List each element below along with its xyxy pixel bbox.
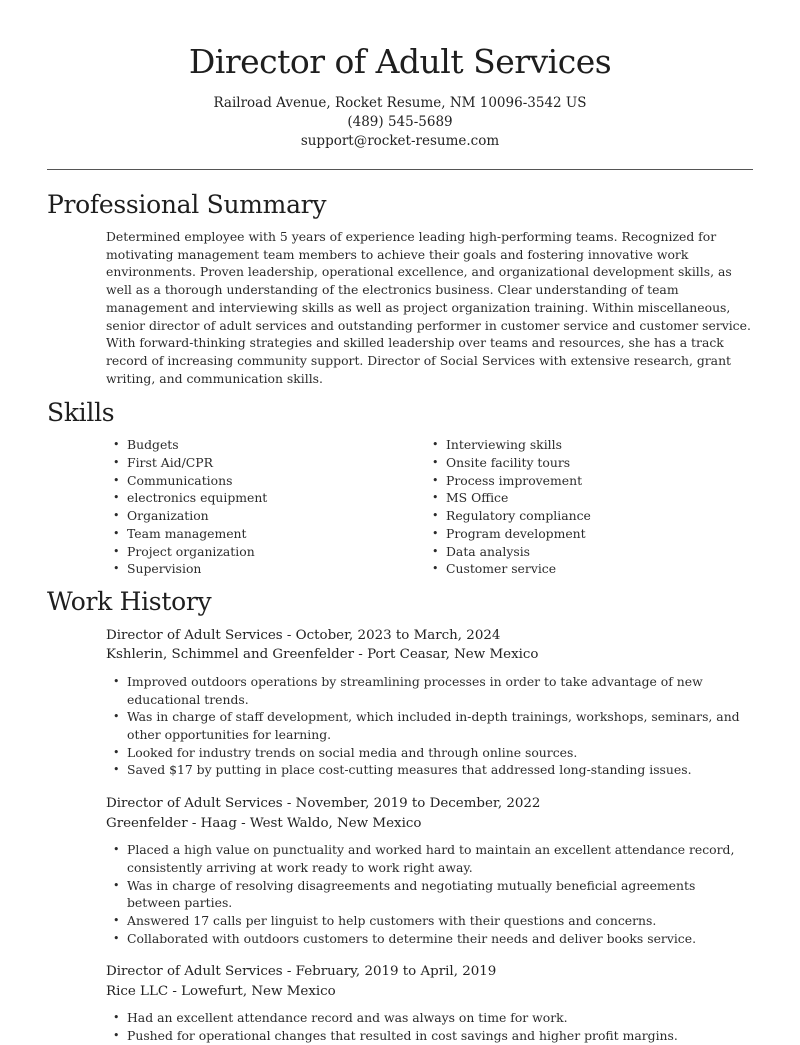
phone: (489) 545-5689 xyxy=(347,114,453,130)
job-bullet: • Placed a high value on punctuality and worked hard to maintain an excellent attendance record, consistently arriving at work ready to work right away. xyxy=(113,841,752,876)
address: Railroad Avenue, Rocket Resume, NM 10096-3542 US xyxy=(213,95,587,111)
skill-item: • Program development xyxy=(432,525,591,543)
job-company-location: Rice LLC - Lowefurt, New Mexico xyxy=(106,983,336,999)
header-divider xyxy=(47,169,753,170)
job-title-dates: Director of Adult Services - February, 2019 to April, 2019 xyxy=(106,964,497,980)
skill-item: • Customer service xyxy=(432,560,591,578)
skills-column-left xyxy=(113,436,432,578)
job-bullet: • Saved $17 by putting in place cost-cutting measures that addressed long-standing issues. xyxy=(113,761,752,779)
job-entry xyxy=(106,794,800,947)
summary-text: Determined employee with 5 years of experience leading high-performing teams. Recognized for motivating management team members to achieve their goals and fostering innovative work environments. Proven leadership, operational excellence, and organizational development skills, as well as a thorough understanding of the electronics business. Clear understanding of team management and interviewing skills as well as project organization training. Within miscellaneous, senior director of adult services and outstanding performer in customer service and customer service. With forward-thinking strategies and skilled leadership over teams and resources, she has a track record of increasing community support. Director of Social Services with extensive research, grant writing, and communication skills. xyxy=(106,229,751,386)
job-bullet: • Pushed for operational changes that resulted in cost savings and higher profit margins. xyxy=(113,1027,752,1045)
job-bullet: • Was in charge of resolving disagreements and negotiating mutually beneficial agreements between parties. xyxy=(113,877,752,912)
job-title-dates: Director of Adult Services - November, 2019 to December, 2022 xyxy=(106,796,541,812)
skill-item: • electronics equipment xyxy=(113,489,432,507)
candidate-name: Director of Adult Services xyxy=(188,42,612,81)
skill-item: • Budgets xyxy=(113,436,432,454)
job-company-location: Greenfelder - Haag - West Waldo, New Mexico xyxy=(106,815,422,831)
job-bullet: • Looked for industry trends on social media and through online sources. xyxy=(113,744,752,762)
skill-item: • Interviewing skills xyxy=(432,436,591,454)
job-bullet: • Was in charge of staff development, which included in-depth trainings, workshops, seminars, and other opportunities for learning. xyxy=(113,708,752,743)
job-bullets xyxy=(113,673,752,779)
section-title-work-history: Work History xyxy=(47,586,212,616)
skill-item: • Communications xyxy=(113,472,432,490)
section-title-skills: Skills xyxy=(47,398,115,428)
job-entry xyxy=(106,962,800,1044)
skill-item: • MS Office xyxy=(432,489,591,507)
job-company-location: Kshlerin, Schimmel and Greenfelder - Port Ceasar, New Mexico xyxy=(106,647,539,663)
skill-item: • Process improvement xyxy=(432,472,591,490)
email: support@rocket-resume.com xyxy=(300,133,500,149)
skill-item: • Supervision xyxy=(113,560,432,578)
section-title-summary: Professional Summary xyxy=(47,190,327,219)
skill-item: • Data analysis xyxy=(432,543,591,561)
resume-header xyxy=(0,0,800,151)
job-bullets xyxy=(113,841,752,947)
job-bullet: • Collaborated with outdoors customers to determine their needs and deliver books service. xyxy=(113,930,752,948)
job-entry xyxy=(106,626,800,779)
job-bullet: • Had an excellent attendance record and was always on time for work. xyxy=(113,1009,752,1027)
job-bullet: • Answered 17 calls per linguist to help customers with their questions and concerns. xyxy=(113,912,752,930)
contact-info xyxy=(0,94,800,151)
skill-item: • Regulatory compliance xyxy=(432,507,591,525)
skills-list xyxy=(0,436,800,578)
skill-item: • Onsite facility tours xyxy=(432,454,591,472)
skill-item: • First Aid/CPR xyxy=(113,454,432,472)
skill-item: • Organization xyxy=(113,507,432,525)
skill-item: • Project organization xyxy=(113,543,432,561)
skills-column-right xyxy=(432,436,591,578)
job-bullets xyxy=(113,1009,752,1044)
skill-item: • Team management xyxy=(113,525,432,543)
job-bullet: • Improved outdoors operations by streamlining processes in order to take advantage of new educational trends. xyxy=(113,673,752,708)
job-title-dates: Director of Adult Services - October, 2023 to March, 2024 xyxy=(106,627,501,643)
